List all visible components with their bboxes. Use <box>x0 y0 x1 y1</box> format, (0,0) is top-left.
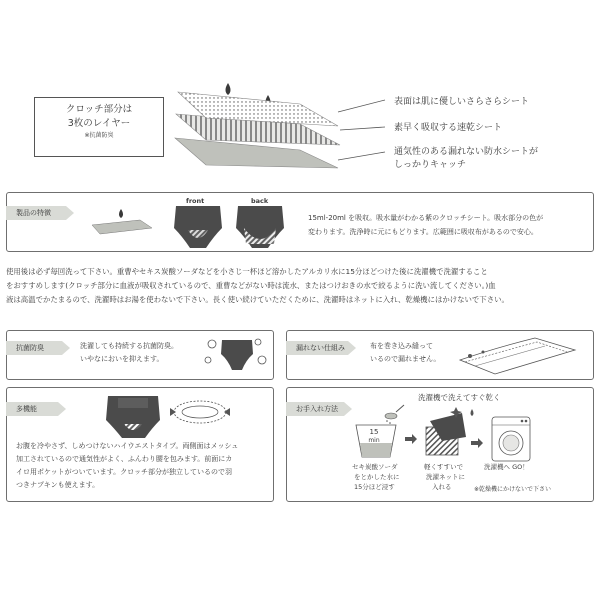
multi-line-2: 加工されているので通気性がよく、ふんわり腰を包みます。前面にカ <box>16 455 233 463</box>
antibac-illustration <box>200 330 280 380</box>
care-step1-2: をとかした水に <box>354 473 400 481</box>
drop-icon <box>471 409 474 416</box>
antibac-line-1: 洗濯しても持続する抗菌防臭。 <box>80 342 178 350</box>
layers-title-1: クロッチ部分は <box>65 104 133 115</box>
usage-line-1: 使用後は必ず毎回洗って下さい。重曹やセキス炭酸ソーダなどを小さじ一杯ほど溶かしたアルカリ水に15分ほどつけた後に洗濯機で洗濯すること <box>6 267 488 276</box>
care-step2-3: 入れる <box>432 483 452 491</box>
noleak-tag: 漏れない仕組み <box>286 341 348 355</box>
antibac-tag: 抗菌防臭 <box>6 341 62 355</box>
usage-line-3: 液は高温でかたまるので、洗濯時はお湯を使わないで下さい。長く使い続けていただくために、洗濯時はネットに入れ、乾燥機にはかけないで下さい。 <box>6 295 509 304</box>
multi-tag: 多機能 <box>6 402 58 416</box>
layer-label-2: 素早く吸収する速乾シート <box>394 123 503 133</box>
noleak-line-1: 布を巻き込み縫って <box>370 342 433 350</box>
care-step2-2: 洗濯ネットに <box>426 473 465 481</box>
layer-label-1: 表面は肌に優しいさらさらシート <box>394 97 530 107</box>
features-desc-1: 15ml-20ml を吸収。吸水量がわかる紫のクロッチシート。吸水部分の色が <box>308 214 544 222</box>
layer-label-3b: しっかりキャッチ <box>394 160 467 170</box>
care-step1-3: 15分ほど浸す <box>354 483 395 491</box>
features-tag: 製品の特徴 <box>6 206 66 220</box>
usage-line-2: をおすすめします(クロッチ部分に血液が吸収されているので、重曹などがない時は流水、またはつけおきの水で絞るように洗い流してください。)血 <box>6 281 496 290</box>
noleak-line-2: いるので漏れません。 <box>370 355 441 363</box>
layer-label-3a: 通気性のある漏れない防水シートが <box>394 147 539 157</box>
multi-line-1: お腹を冷やさず、しめつけないハイウエストタイプ。両側面はメッシュ <box>16 442 239 450</box>
back-label: back <box>251 197 269 205</box>
multi-line-3: イロ用ポケットがついています。クロッチ部分が独立しているので羽 <box>16 468 232 476</box>
front-label: front <box>186 197 205 205</box>
min-unit: min <box>368 437 380 444</box>
noleak-illustration <box>455 330 595 380</box>
min-num: 15 <box>369 428 379 436</box>
antibac-line-2: いやなにおいを抑えます。 <box>80 355 164 363</box>
multi-line-4: つきナプキンも使えます。 <box>16 481 100 489</box>
drop-icon <box>119 209 123 218</box>
care-note: ※乾燥機にかけないで下さい <box>474 486 552 493</box>
layers-note: ※抗菌防臭 <box>84 132 114 139</box>
care-step3: 洗濯機へ GO！ <box>484 463 529 471</box>
layers-title-2: 3枚のレイヤー <box>67 118 131 129</box>
multi-illustration <box>100 390 250 440</box>
care-step1-1: セキ炭酸ソーダ <box>352 463 398 471</box>
drop-icon <box>226 83 231 95</box>
care-heading: 洗濯機で洗えてすぐ乾く <box>418 393 501 402</box>
care-step2-1: 軽くすすいで <box>424 463 464 471</box>
care-tag: お手入れ方法 <box>286 402 344 416</box>
features-desc-2: 変わります。洗浄時に元にもどります。広範囲に吸収布があるので安心。 <box>308 228 538 236</box>
